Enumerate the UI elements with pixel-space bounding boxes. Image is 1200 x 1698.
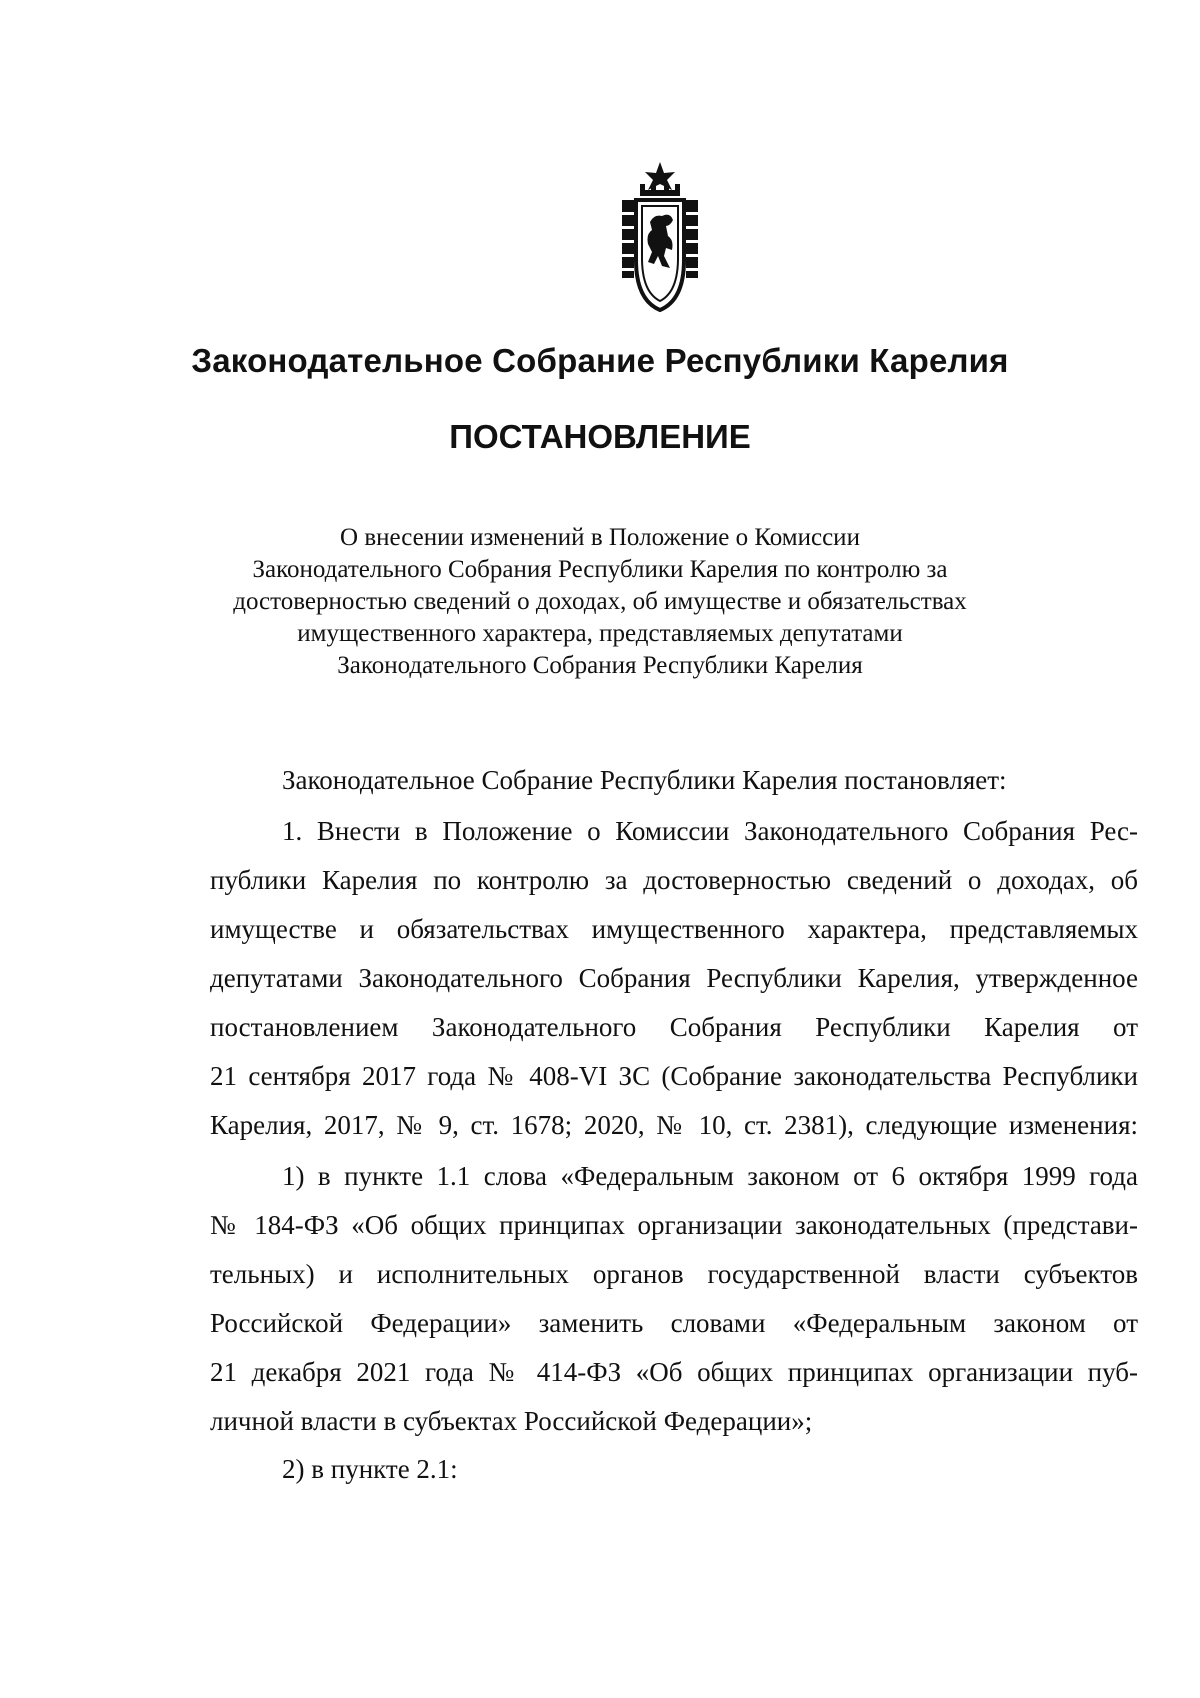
paragraph-1 <box>210 807 1138 1150</box>
intro-text: Законодательное Собрание Республики Карелия постановляет: <box>282 765 1007 795</box>
subject-line: имущественного характера, представляемых депутатами <box>297 620 903 647</box>
paragraph-line: 1. Внести в Положение о Комиссии Законодательного Собрания Рес- <box>282 816 1138 846</box>
paragraph-line: 21 сентября 2017 года № 408-VI ЗС (Собрание законодательства Республики <box>210 1061 1138 1091</box>
subject-line: Законодательного Собрания Республики Карелия <box>337 652 863 679</box>
item-1 <box>210 1152 1138 1446</box>
document-subject <box>190 522 1010 682</box>
paragraph-line: тельных) и исполнительных органов государственной власти субъектов <box>210 1259 1138 1289</box>
coat-of-arms-icon <box>610 160 710 315</box>
subject-line: достоверностью сведений о доходах, об имуществе и обязательствах <box>233 588 967 615</box>
assembly-title: Законодательное Собрание Республики Карелия <box>191 342 1009 379</box>
paragraph-line: Карелия, 2017, № 9, ст. 1678; 2020, № 10, ст. 2381), следующие изменения: <box>210 1110 1138 1140</box>
paragraph-line: 1) в пункте 1.1 слова «Федеральным законом от 6 октября 1999 года <box>282 1161 1138 1191</box>
paragraph-line: постановлением Законодательного Собрания Республики Карелия от <box>210 1012 1138 1042</box>
item-2-text: 2) в пункте 2.1: <box>282 1454 458 1484</box>
paragraph-line: Российской Федерации» заменить словами «Федеральным законом от <box>210 1308 1138 1338</box>
paragraph-line: депутатами Законодательного Собрания Республики Карелия, утвержденное <box>210 963 1138 993</box>
intro-paragraph <box>210 756 1138 805</box>
paragraph-line: 21 декабря 2021 года № 414-ФЗ «Об общих принципах организации пуб- <box>210 1357 1138 1387</box>
paragraph-line: личной власти в субъектах Российской Федерации»; <box>210 1406 813 1436</box>
document-type: ПОСТАНОВЛЕНИЕ <box>449 418 751 455</box>
subject-line: О внесении изменений в Положение о Комиссии <box>340 524 860 551</box>
paragraph-line: № 184-ФЗ «Об общих принципах организации законодательных (представи- <box>210 1210 1138 1240</box>
paragraph-line: имуществе и обязательствах имущественного характера, представляемых <box>210 914 1138 944</box>
subject-line: Законодательного Собрания Республики Карелия по контролю за <box>252 556 948 583</box>
paragraph-line: публики Карелия по контролю за достоверностью сведений о доходах, об <box>210 865 1138 895</box>
item-2 <box>210 1445 1138 1494</box>
